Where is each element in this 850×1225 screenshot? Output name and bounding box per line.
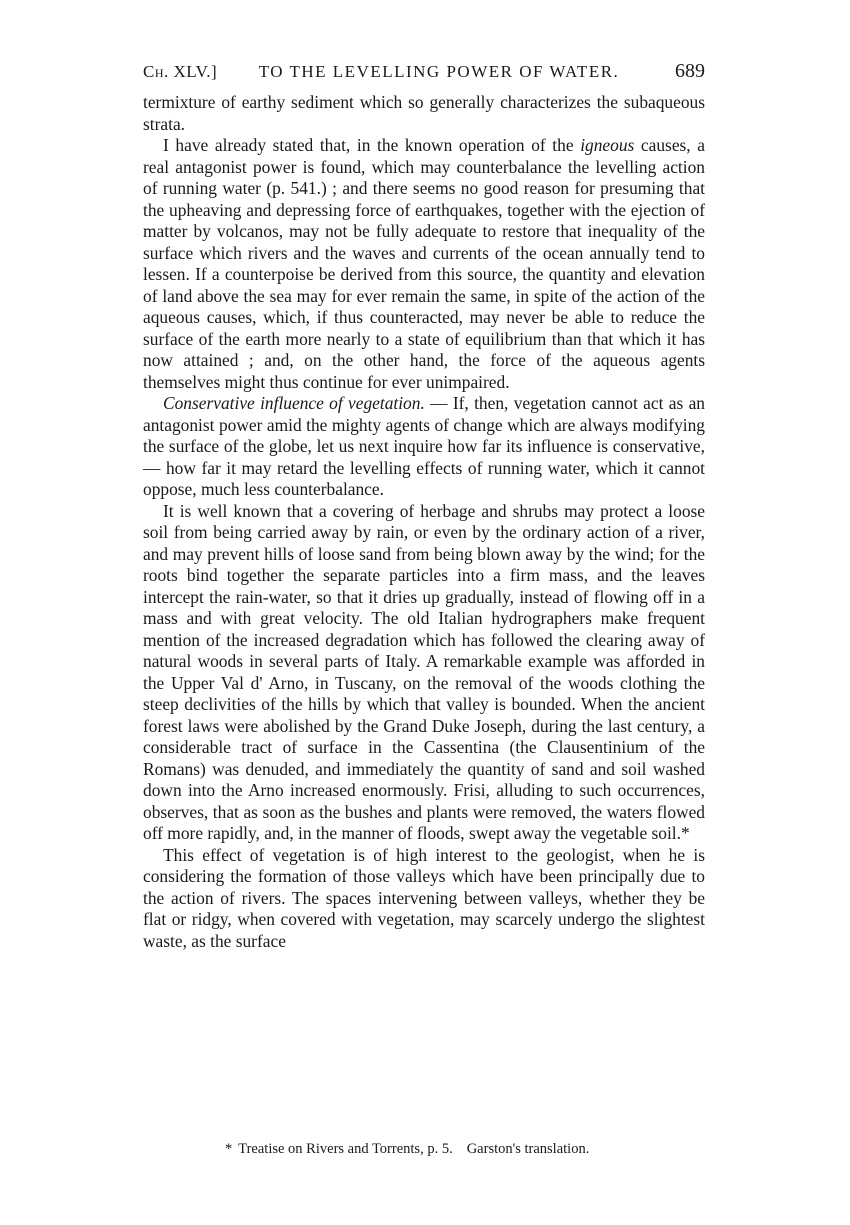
body-text: [143, 92, 705, 952]
paragraph-herbage: It is well known that a covering of herbage and shrubs may protect a loose soil from being carried away by rain, or even by the ordinary action of a river, and may prevent hills of loose sand from being blown away by the wind; for the roots bind together the separate particles into a firm mass, and the leaves intercept the rain-water, so that it dries up gradually, instead of flowing off in a mass and with great velocity. The old Italian hydrographers make frequent mention of the increased degradation which has followed the clearing away of natural woods in several parts of Italy. A remarkable example was afforded in the Upper Val d' Arno, in Tuscany, on the removal of the woods clothing the steep declivities of the hills by which that valley is bounded. When the ancient forest laws were abolished by the Grand Duke Joseph, during the last century, a considerable tract of surface in the Cassentina (the Clausentinium of the Romans) was denuded, and immediately the quantity of sand and soil washed down into the Arno increased enormously. Frisi, alluding to such occurrences, observes, that as soon as the bushes and plants were removed, the waters flowed off more rapidly, and, in the manner of floods, swept away the vegetable soil.*: [143, 500, 705, 843]
book-page: [143, 60, 705, 952]
paragraph-continuation: termixture of earthy sediment which so generally characterizes the subaqueous strata.: [143, 92, 705, 134]
footnote-text: Treatise on Rivers and Torrents, p. 5.: [238, 1141, 453, 1157]
section-side-heading: Conservative influence of vegetation.: [163, 393, 425, 413]
paragraph-conservative-influence: [143, 393, 705, 501]
paragraph-igneous-causes: [143, 135, 705, 393]
running-head: [143, 60, 705, 90]
running-title: TO THE LEVELLING POWER OF WATER.: [258, 62, 620, 81]
footnote: [225, 1140, 589, 1158]
paragraph-text: — If, then, vegetation cannot act as an antagonist power amid the mighty agents of change which are always modifying the surface of the globe, let us next inquire how far its influence is conservative, — how far it may retard the levelling effects of running water, which it cannot oppose, much less counterbalance.: [143, 393, 705, 499]
emphasis-igneous: igneous: [580, 135, 635, 155]
paragraph-text: causes, a real antagonist power is found, which may counterbalance the levelling action of running water (p. 541.) ; and there seems no good reason for presuming that the upheaving and depressing force of earthquakes, together with the ejection of matter by volcanos, may not be fully adequate to restore that inequality of the surface which rivers and the waves and currents of the ocean annually tend to lessen. If a counterpoise be derived from this source, the quantity and elevation of land above the sea may for ever remain the same, in spite of the action of the aqueous causes, which, if thus counteracted, may never be able to reduce the surface of the earth more nearly to a state of equilibrium than that which it has now attained ; and, on the other hand, the force of the aqueous agents themselves might thus continue for ever unimpaired.: [143, 135, 706, 392]
chapter-reference: Ch. XLV.]: [143, 62, 218, 81]
footnote-mark: *: [225, 1141, 233, 1157]
paragraph-vegetation-effect: This effect of vegetation is of high interest to the geologist, when he is considering the formation of those valleys which have been principally due to the action of rivers. The spaces intervening between valleys, whether they be flat or ridgy, when covered with vegetation, may scarcely undergo the slightest waste, as the surface: [143, 844, 705, 951]
paragraph-text: I have already stated that, in the known operation of the: [163, 135, 581, 155]
page-number: 689: [675, 60, 705, 82]
footnote-translation: Garston's translation.: [466, 1141, 590, 1157]
